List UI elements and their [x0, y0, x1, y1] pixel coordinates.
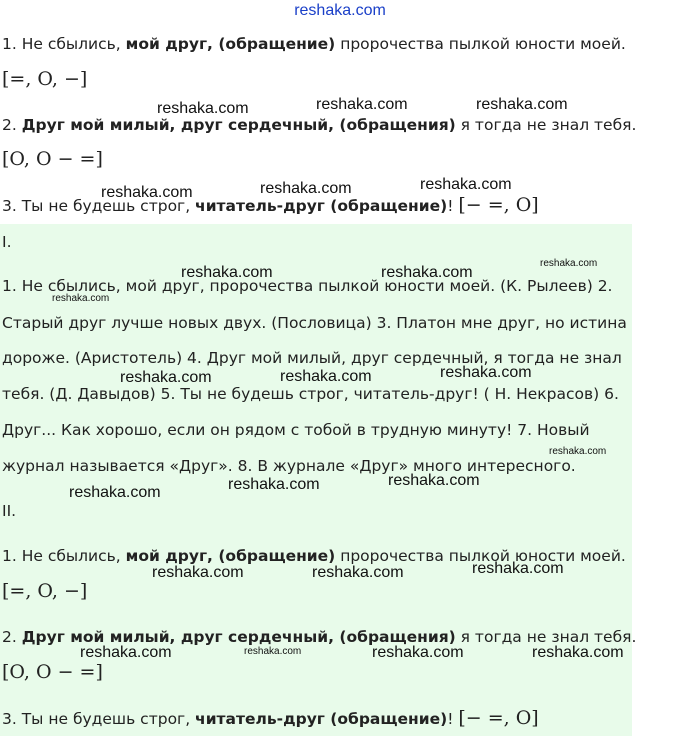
- answer-sentence-3-rest: !: [447, 710, 459, 728]
- scheme-1: [=, O, −]: [2, 68, 88, 90]
- watermark: reshaka.com: [388, 472, 480, 489]
- answer-line-6: журнал называется «Друг». 8. В журнале «Друг» много интересного.: [2, 457, 576, 475]
- answer-sentence-1-bold: мой друг, (обращение): [125, 547, 336, 565]
- watermark: reshaka.com: [472, 560, 564, 577]
- answer-sentence-3-bold: читатель-друг (обращение): [195, 710, 448, 728]
- scheme-2: [O, O − =]: [2, 148, 103, 170]
- sentence-2-rest: я тогда не знал тебя.: [455, 116, 637, 134]
- watermark: reshaka.com: [52, 293, 110, 304]
- watermark: reshaka.com: [120, 369, 212, 386]
- watermark: reshaka.com: [152, 564, 244, 581]
- watermark: reshaka.com: [101, 184, 193, 201]
- scheme-3: [− =, O]: [458, 194, 539, 216]
- watermark: reshaka.com: [372, 644, 464, 661]
- answer-sentence-3-start: 3. Ты не будешь строг,: [2, 710, 196, 728]
- watermark: reshaka.com: [420, 176, 512, 193]
- watermark: reshaka.com: [69, 484, 161, 501]
- site-link[interactable]: reshaka.com: [294, 2, 386, 19]
- sentence-2: [2, 115, 636, 135]
- answer-line-4: тебя. (Д. Давыдов) 5. Ты не будешь строг, читатель-друг! ( Н. Некрасов) 6.: [2, 385, 619, 403]
- watermark: reshaka.com: [181, 264, 273, 281]
- watermark: reshaka.com: [80, 644, 172, 661]
- sentence-1: [2, 34, 626, 54]
- watermark: reshaka.com: [228, 476, 320, 493]
- part-1-label: I.: [2, 233, 12, 251]
- answer-sentence-2-bold: Друг мой милый, друг сердечный, (обращения): [21, 628, 456, 646]
- watermark: reshaka.com: [316, 96, 408, 113]
- sentence-3-start: 3. Ты не будешь строг,: [2, 197, 196, 215]
- sentence-3-rest: !: [447, 197, 459, 215]
- sentence-2-start: 2.: [2, 116, 22, 134]
- answer-scheme-1: [=, O, −]: [2, 580, 88, 602]
- sentence-3-bold: читатель-друг (обращение): [195, 197, 448, 215]
- answer-sentence-3: [2, 708, 539, 729]
- answer-line-5: Друг... Как хорошо, если он рядом с тобой в трудную минуту! 7. Новый: [2, 421, 590, 439]
- watermark: reshaka.com: [532, 644, 624, 661]
- part-2-label: II.: [2, 502, 17, 520]
- answer-line-1: 1. Не сбылись, мой друг, пророчества пылкой юности моей. (К. Рылеев) 2.: [2, 277, 613, 295]
- watermark: reshaka.com: [440, 364, 532, 381]
- sentence-3: [2, 195, 539, 216]
- answer-sentence-2-rest: я тогда не знал тебя.: [455, 628, 637, 646]
- answer-sentence-1-rest: пророчества пылкой юности моей.: [335, 547, 626, 565]
- watermark: reshaka.com: [381, 264, 473, 281]
- watermark: reshaka.com: [157, 100, 249, 117]
- answer-sentence-1-start: 1. Не сбылись,: [2, 547, 126, 565]
- watermark: reshaka.com: [476, 96, 568, 113]
- sentence-1-start: 1. Не сбылись,: [2, 35, 126, 53]
- watermark: reshaka.com: [280, 368, 372, 385]
- sentence-2-bold: Друг мой милый, друг сердечный, (обращения): [21, 116, 456, 134]
- watermark: reshaka.com: [540, 258, 598, 269]
- watermark: reshaka.com: [312, 564, 404, 581]
- sentence-1-bold: мой друг, (обращение): [125, 35, 336, 53]
- watermark: reshaka.com: [260, 180, 352, 197]
- answer-sentence-2-start: 2.: [2, 628, 22, 646]
- sentence-1-rest: пророчества пылкой юности моей.: [335, 35, 626, 53]
- answer-line-2: Старый друг лучше новых двух. (Пословица) 3. Платон мне друг, но истина: [2, 314, 627, 332]
- answer-line-3: дороже. (Аристотель) 4. Друг мой милый, друг сердечный, я тогда не знал: [2, 349, 622, 367]
- answer-scheme-3: [− =, O]: [458, 707, 539, 729]
- watermark: reshaka.com: [549, 446, 607, 457]
- answer-scheme-2: [O, O − =]: [2, 661, 103, 683]
- watermark: reshaka.com: [244, 646, 302, 657]
